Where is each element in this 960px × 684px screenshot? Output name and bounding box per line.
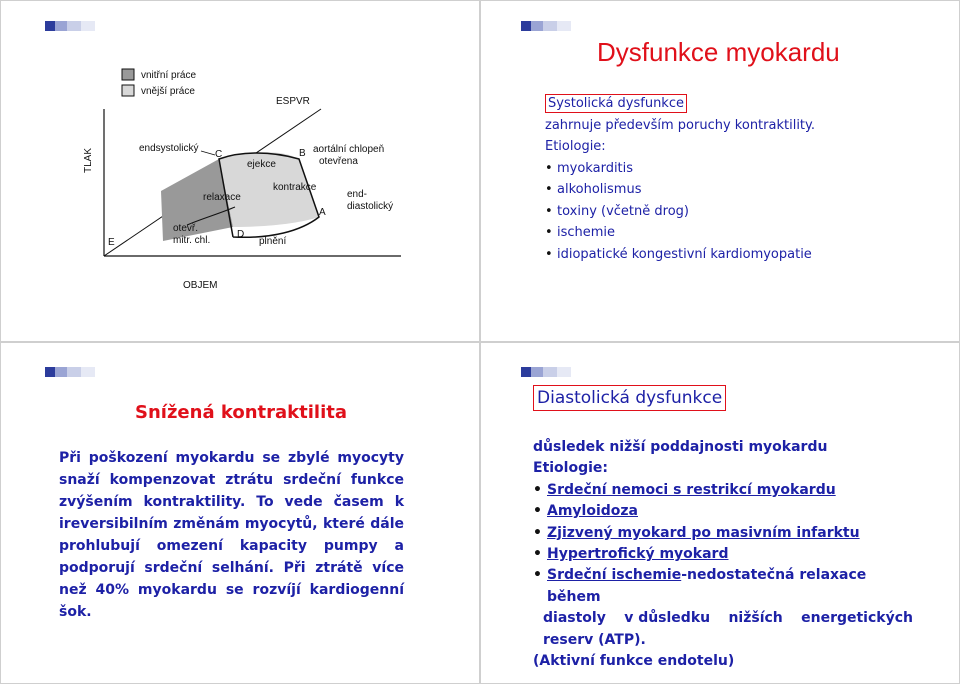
slide-decoration <box>1 343 480 383</box>
relaxation-label: relaxace <box>203 192 241 203</box>
mitral-label-2: mitr. chl. <box>173 235 211 246</box>
slide-title: Dysfunkce myokardu <box>597 37 840 67</box>
continuation-line-2: reserv (ATP). <box>543 631 646 648</box>
slide-title: Diastolická dysfunkce <box>533 385 726 411</box>
point-d: D <box>237 229 245 240</box>
point-c: C <box>215 149 223 160</box>
etiology-label: Etiologie: <box>545 139 606 154</box>
legend-inner-swatch <box>122 69 134 80</box>
slide-content <box>533 437 913 672</box>
legend-outer-swatch <box>122 85 134 96</box>
diastolic-description: důsledek nižší poddajnosti myokardu <box>533 439 828 455</box>
point-b: B <box>299 148 306 159</box>
list-item: • myokarditis <box>545 158 815 180</box>
slide-title: Snížená kontraktilita <box>135 402 347 423</box>
y-axis-label: TLAK <box>83 147 94 173</box>
ejection-label: ejekce <box>247 159 276 170</box>
endsystolic-label: endsystolický <box>139 143 199 154</box>
list-item: • Hypertrofický myokard <box>533 544 913 565</box>
legend-outer-label: vnější práce <box>141 86 195 97</box>
contraction-label: kontrakce <box>273 182 317 193</box>
aortic-label-2: otevřena <box>319 156 358 167</box>
etiology-label: Etiologie: <box>533 460 609 477</box>
slide-reduced-contractility <box>0 342 480 684</box>
pv-loop-diagram <box>1 1 480 342</box>
continuation-line: diastoly v důsledku nižších energetických <box>543 610 913 627</box>
list-item: • ischemie <box>545 222 815 244</box>
x-axis-label: OBJEM <box>183 280 218 291</box>
slide-myocardial-dysfunction <box>480 0 960 342</box>
slide-body: Při poškození myokardu se zbylé myocyty snaží kompenzovat ztrátu srdeční funkce zvýšením kontraktility. To vede časem k ireversibilním změnám myocytů, které dále prohlubují omezení kapacity pumpy a podporují srdeční selhání. Při ztrátě více než 40% myokardu se rozvíjí kardiogenní šok. <box>59 450 404 620</box>
list-item: • alkoholismus <box>545 179 815 201</box>
espvr-label: ESPVR <box>276 96 310 107</box>
slide-decoration <box>481 1 960 41</box>
enddiastolic-label-2: diastolický <box>347 201 394 212</box>
list-item: • idiopatické kongestivní kardiomyopatie <box>545 244 815 266</box>
endothelium-note: (Aktivní funkce endotelu) <box>533 653 735 670</box>
slide-decoration <box>481 343 960 383</box>
slide-diastolic-dysfunction <box>480 342 960 684</box>
list-item: • Srdeční ischemie-nedostatečná relaxace během <box>533 565 913 608</box>
filling-label: plnění <box>259 236 287 247</box>
point-e: E <box>108 237 115 248</box>
list-item: • toxiny (včetně drog) <box>545 201 815 223</box>
etiology-list <box>545 158 815 266</box>
list-item: • Zjizvený myokard po masivním infarktu <box>533 523 913 544</box>
legend-inner-label: vnitřní práce <box>141 70 197 81</box>
point-a: A <box>319 207 326 218</box>
etiology-list <box>533 480 913 608</box>
aortic-label-1: aortální chlopeň <box>313 144 385 155</box>
systolic-description: zahrnuje především poruchy kontraktility. <box>545 117 815 133</box>
list-item: • Amyloidoza <box>533 501 913 522</box>
systolic-heading: Systolická dysfunkce <box>545 94 687 113</box>
slide-pv-loop <box>0 0 480 342</box>
mitral-label-1: otevř. <box>173 223 199 234</box>
slide-content <box>545 93 815 265</box>
list-item: • Srdeční nemoci s restrikcí myokardu <box>533 480 913 501</box>
enddiastolic-label-1: end- <box>347 189 368 200</box>
